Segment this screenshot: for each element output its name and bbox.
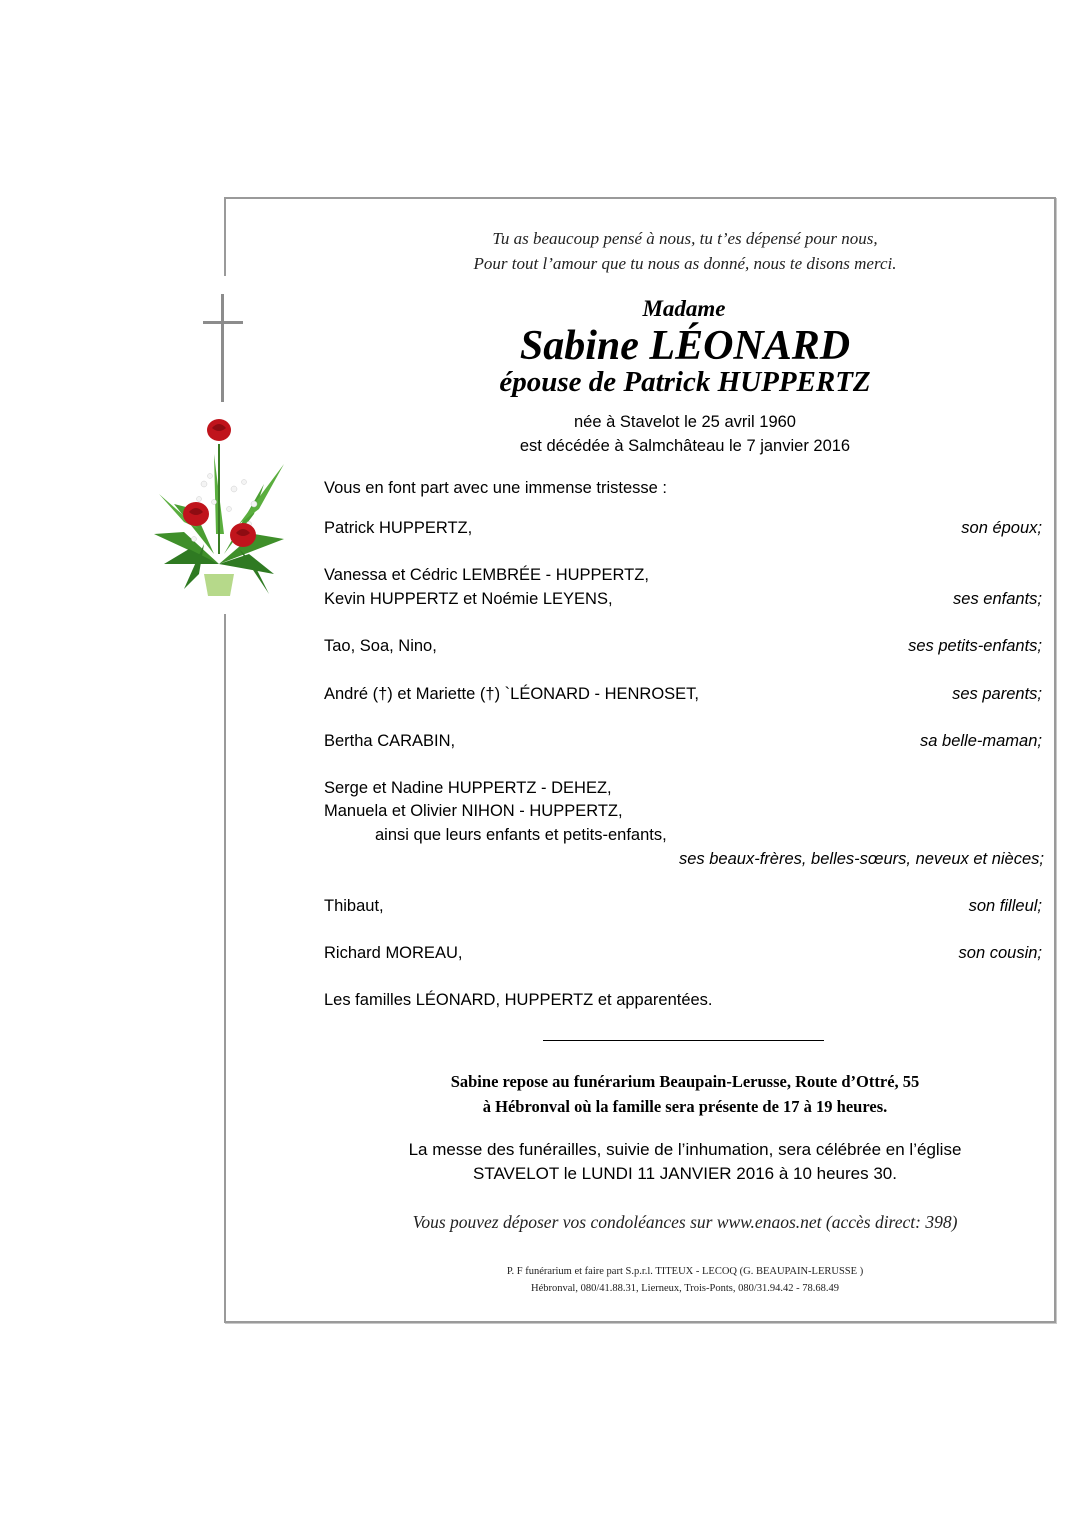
family-role: ses enfants; [953, 590, 1042, 608]
family-role: sa belle-maman; [920, 732, 1042, 750]
intro-line [324, 479, 1044, 501]
family-row-familles [324, 991, 1044, 1013]
family-row-beaux-freres-1 [324, 779, 1044, 801]
family-name: Tao, Soa, Nino, [324, 637, 437, 655]
family-role: ses petits-enfants; [908, 637, 1042, 655]
family-row-beaux-freres-2 [324, 802, 1044, 824]
quote-line-1: Tu as beaucoup pensé à nous, tu t’es dépensé pour nous, [492, 229, 878, 248]
family-row-enfants-1 [324, 566, 1044, 588]
family-row-cousin [324, 944, 1044, 966]
honorific: Madame [642, 296, 726, 321]
repose-line-1: Sabine repose au funérarium Beaupain-Lerusse, Route d’Ottré, 55 [450, 1072, 920, 1091]
family-name: Richard MOREAU, [324, 944, 463, 962]
family-role-beaux-freres: ses beaux-frères, belles-sœurs, neveux et nièces; [679, 850, 1044, 868]
family-role: son cousin; [958, 944, 1042, 962]
family-row-filleul [324, 897, 1044, 919]
family-name: Vanessa et Cédric LEMBRÉE - HUPPERTZ, [324, 566, 649, 584]
death-line: est décédée à Salmchâteau le 7 janvier 2016 [519, 437, 851, 455]
condolences-line: Vous pouvez déposer vos condoléances sur www.enaos.net (accès direct: 398) [412, 1212, 958, 1232]
separator-line [543, 1040, 824, 1041]
family-row-parents [324, 685, 1044, 707]
footer-line-2: Hébronval, 080/41.88.31, Lierneux, Trois-Ponts, 080/31.94.42 - 78.68.49 [531, 1283, 839, 1294]
family-row-beaux-freres-3: ainsi que leurs enfants et petits-enfants, [375, 826, 667, 844]
intro-text: Vous en font part avec une immense tristesse : [324, 479, 668, 497]
family-name: Kevin HUPPERTZ et Noémie LEYENS, [324, 590, 613, 608]
quote-line-2: Pour tout l’amour que tu nous as donné, nous te disons merci. [473, 254, 897, 273]
family-name: Bertha CARABIN, [324, 732, 456, 750]
family-row-belle-maman [324, 732, 1044, 754]
family-name: Manuela et Olivier NIHON - HUPPERTZ, [324, 802, 623, 820]
mass-line-1: La messe des funérailles, suivie de l’inhumation, sera célébrée en l’église [408, 1140, 962, 1159]
family-role: ses parents; [952, 685, 1042, 703]
family-name: Serge et Nadine HUPPERTZ - DEHEZ, [324, 779, 612, 797]
rose-bouquet-icon [144, 414, 294, 606]
family-name: André (†) et Mariette (†) `LÉONARD - HENROSET, [324, 685, 700, 703]
family-row-epoux [324, 519, 1044, 541]
repose-line-2: à Hébronval où la famille sera présente de 17 à 19 heures. [482, 1097, 888, 1116]
family-name: Patrick HUPPERTZ, [324, 519, 473, 537]
mass-line-2: STAVELOT le LUNDI 11 JANVIER 2016 à 10 heures 30. [473, 1164, 897, 1183]
family-row-enfants-2 [324, 590, 1044, 612]
deceased-name: Sabine LÉONARD [519, 323, 851, 369]
family-row-petits-enfants [324, 637, 1044, 659]
birth-line: née à Stavelot le 25 avril 1960 [574, 413, 796, 431]
footer-line-1: P. F funérarium et faire part S.p.r.l. TITEUX - LECOQ (G. BEAUPAIN-LERUSSE ) [506, 1266, 864, 1277]
family-role: son époux; [961, 519, 1042, 537]
spouse-line: épouse de Patrick HUPPERTZ [499, 366, 871, 398]
family-name: Les familles LÉONARD, HUPPERTZ et apparentées. [324, 991, 713, 1009]
family-name: Thibaut, [324, 897, 384, 915]
family-role: son filleul; [968, 897, 1042, 915]
